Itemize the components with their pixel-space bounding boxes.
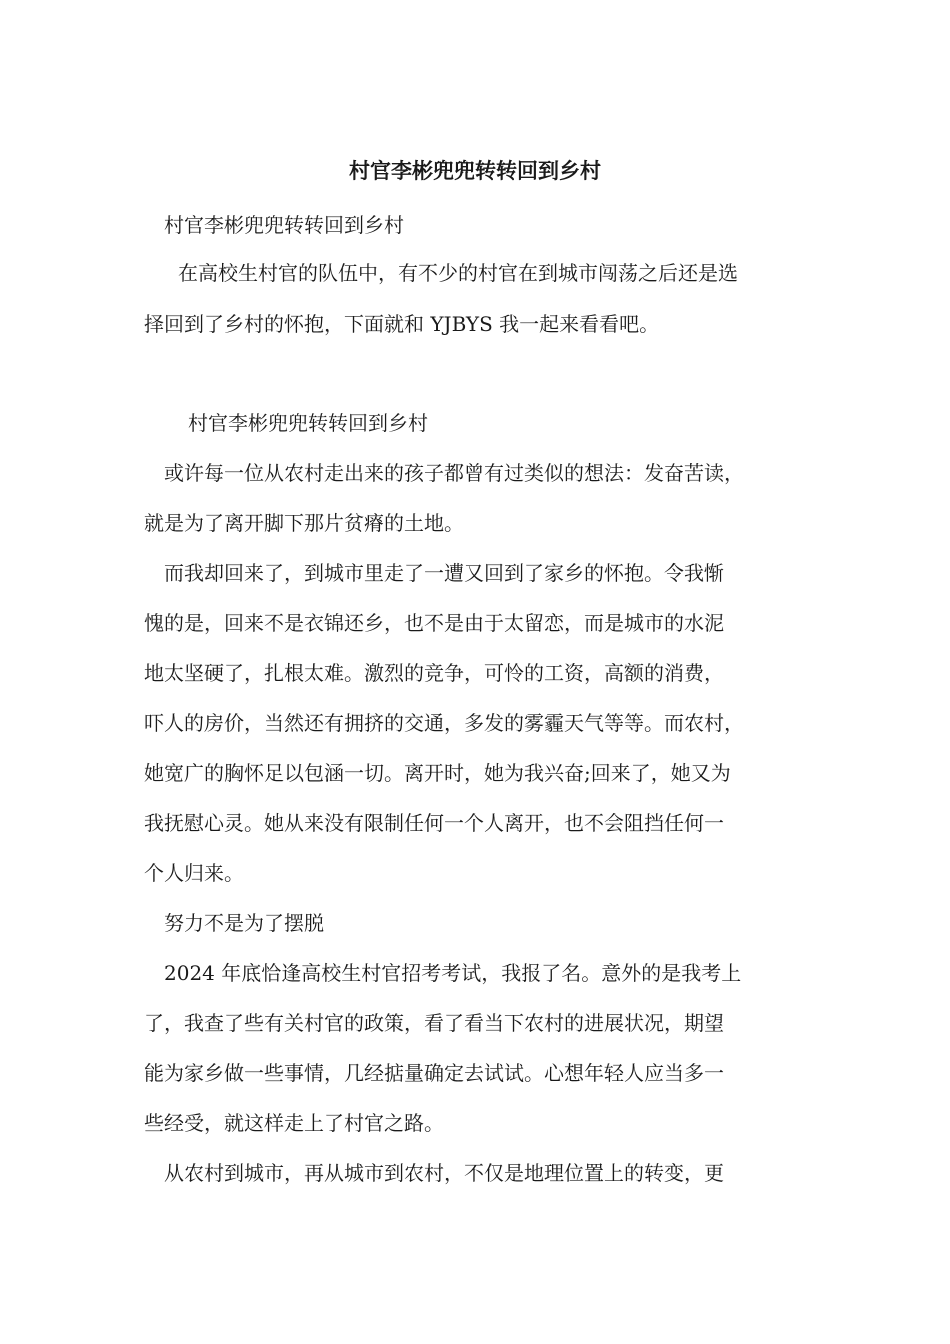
paragraph-2-line-2: 愧的是，回来不是衣锦还乡，也不是由于太留恋，而是城市的水泥 <box>144 611 724 635</box>
paragraph-3-line-1: 2024 年底恰逢高校生村官招考考试，我报了名。意外的是我考上 <box>164 961 742 985</box>
subtitle-line: 村官李彬兜兜转转回到乡村 <box>164 213 404 237</box>
paragraph-3-line-4: 些经受，就这样走上了村官之路。 <box>144 1111 444 1135</box>
paragraph-2-line-3: 地太坚硬了，扎根太难。激烈的竞争，可怜的工资，高额的消费， <box>144 661 724 685</box>
paragraph-3-line-3: 能为家乡做一些事情，几经掂量确定去试试。心想年轻人应当多一 <box>144 1061 724 1085</box>
paragraph-2-line-7: 个人归来。 <box>144 861 244 885</box>
paragraph-3-line-2: 了，我查了些有关村官的政策，看了看当下农村的进展状况，期望 <box>144 1011 724 1035</box>
paragraph-2-line-6: 我抚慰心灵。她从来没有限制任何一个人离开，也不会阻挡任何一 <box>144 811 724 835</box>
intro-line-2: 择回到了乡村的怀抱，下面就和 YJBYS 我一起来看看吧。 <box>144 312 660 336</box>
paragraph-2-line-4: 吓人的房价，当然还有拥挤的交通，多发的雾霾天气等等。而农村， <box>144 711 744 735</box>
paragraph-2-line-1: 而我却回来了，到城市里走了一遭又回到了家乡的怀抱。令我惭 <box>164 561 724 585</box>
intro-line-1: 在高校生村官的队伍中，有不少的村官在到城市闯荡之后还是选 <box>178 261 738 285</box>
paragraph-2-line-5: 她宽广的胸怀足以包涵一切。离开时，她为我兴奋;回来了，她又为 <box>144 761 731 785</box>
section-heading-2: 努力不是为了摆脱 <box>164 911 324 935</box>
paragraph-1-line-2: 就是为了离开脚下那片贫瘠的土地。 <box>144 511 464 535</box>
paragraph-4-line-1: 从农村到城市，再从城市到农村，不仅是地理位置上的转变，更 <box>164 1161 724 1185</box>
section-heading-1: 村官李彬兜兜转转回到乡村 <box>188 411 428 435</box>
document-title: 村官李彬兜兜转转回到乡村 <box>349 158 601 183</box>
paragraph-1-line-1: 或许每一位从农村走出来的孩子都曾有过类似的想法：发奋苦读， <box>164 461 744 485</box>
